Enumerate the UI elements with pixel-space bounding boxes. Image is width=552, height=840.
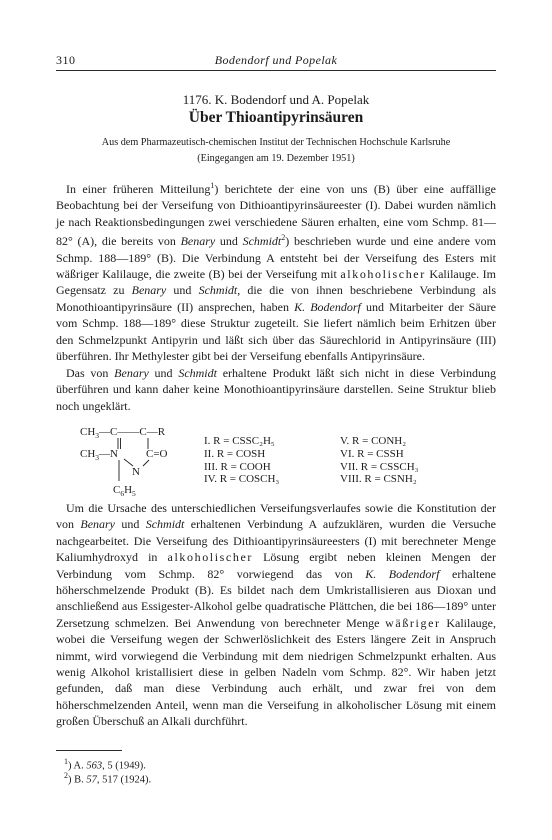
institution-line: Aus dem Pharmazeutisch-chemischen Institut der Technischen Hochschule Karlsruhe (101, 137, 451, 148)
paragraph-3: Um die Ursache des unterschiedlichen Verseifungsverlaufes sowie die Konstitution der von Benary und Schmidt erhaltenen Verbindung A aufzuklären, wurden die Versuche nachgearbeitet. Die Verseifung des Dithioantipyrinsäureesters (I) mit berechneter Menge Kaliumhydroxyd in alkoholischer Lösung ergibt neben kleinen Mengen der Verbindung vom Schmp. 82° vorwiegend das von K. Bodendorf erhaltene höherschmelzende Produkt (B). Es bildet nach dem Umkristallisieren aus Dioxan und anschließend aus Essigester-Alkohol gelbe quadratische Plättchen, die bei 186—189° unter Zersetzung schmelzen. Bei Anwendung von berechneter Menge wäßriger Kalilauge, wobei die Verseifung wegen der Schwerlöslichkeit des Esters längere Zeit in Anspruch nimmt, wird vorwiegend die Verbindung mit dem niedrigen Schmelzpunkt erhalten. Aus wenig Alkohol kristallisiert diese in gelben Nadeln vom Schmp. 82°. Wir haben jetzt gefunden, daß man diese Verbindung auch erhält, und zwar frei von dem höherschmelzenden Anteil, wenn man die Verseifung in alkoholischer Lösung mit einem großen Überschuß an Alkali durchführt. (56, 501, 497, 729)
header-rule (56, 70, 496, 71)
methyl-n-label: $CH_3—N$ (80, 448, 118, 462)
substituent-row: III. R = COOH VII. R = CSSCH₃ (204, 460, 419, 473)
ring-nitrogen-label: N (132, 466, 140, 478)
footnote-ref-2[interactable]: 2 (281, 233, 286, 243)
paragraph-1: In einer früheren Mitteilung$^1$) berichtete der eine von uns (B) über eine auffällige Beobachtung bei der Verseifung von Dithioantipyrinsäureester (I). Dabei wurden nämlich je nach Reaktionsbedingungen zwei verschiedene Säuren erhalten, eine vom Schmp. 81—82° (A), die bereits von Benary und Schmidt$^2$) beschrieben wurde und eine andere vom Schmp. 188—189° (B). Die Verbindung A entsteht bei der Verseifung des Esters mit wäßriger Kalilauge, die zweite (B) bei der Verseifung mit alkoholischer Kalilauge. Im Gegensatz zu Benary und Schmidt, die die von ihnen beschriebene Verbindung als Monothioantipyrinsäure (II) ansprechen, haben K. Bodendorf und Mitarbeiter der Säure vom Schmp. 188—189° diese Struktur zugeteilt. Sie liefert nämlich beim Erhitzen über den Schmelzpunkt Antipyrin und läßt sich über das Säurechlorid in Antipyrinsäure (III) überführen. Ihr Methylester gibt bei der Verseifung ebenfalls Antipyrinsäure. (56, 181, 497, 364)
methyl-top-label: $CH_3—C——C—R$ (80, 426, 166, 440)
substituent-row: II. R = COSH VI. R = CSSH (204, 447, 404, 460)
paragraph-2: Das von Benary und Schmidt erhaltene Produkt läßt sich nicht in diese Verbindung überführen und kann daher keine Monothioantipyrinsäure darstellen. Seine Struktur blieb noch ungeklärt. (56, 366, 496, 413)
page-number: 310 (56, 53, 76, 67)
footnote-rule (56, 750, 122, 751)
running-title: Bodendorf und Popelak (214, 53, 338, 67)
article-title: Über Thioantipyrinsäuren (188, 109, 364, 126)
page-header (56, 53, 496, 69)
phenyl-label: $C_6H_5$ (113, 484, 136, 497)
carbonyl-label: C=O (146, 448, 168, 460)
footnote-ref-1[interactable]: 1 (210, 181, 215, 190)
substituent-list (204, 435, 464, 486)
structural-formula (56, 423, 496, 497)
received-date: (Eingegangen am 19. Dezember 1951) (197, 153, 355, 164)
substituent-row: I. R = CSSC₂H₅ V. R = CONH₂ (204, 435, 407, 447)
footnote-2: $^2$) B. 57, 517 (1924). (64, 771, 152, 786)
footnote-1: $^1$) A. 563, 5 (1949). (64, 757, 146, 772)
pyrazolone-ring-diagram (56, 423, 206, 497)
article-authors: 1176. K. Bodendorf und A. Popelak (182, 92, 370, 107)
substituent-row: IV. R = COSCH₃ VIII. R = CSNH₂ (204, 473, 417, 486)
